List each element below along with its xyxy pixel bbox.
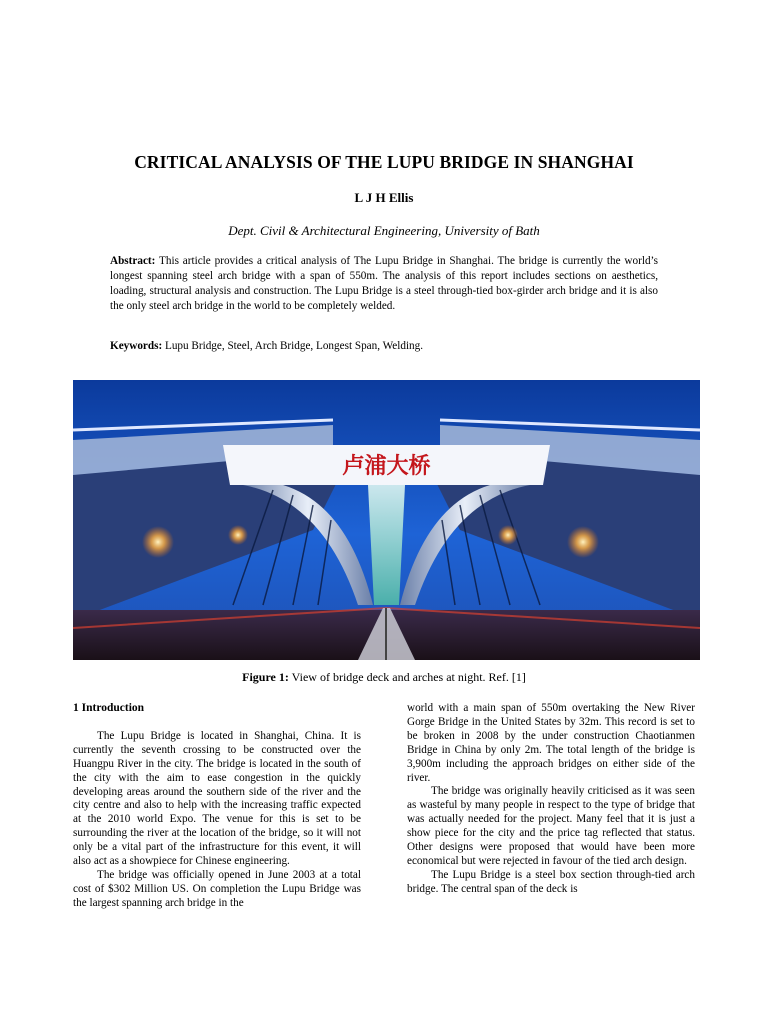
author-name: L J H Ellis <box>354 190 414 205</box>
author-affiliation: Dept. Civil & Architectural Engineering, University of Bath <box>228 223 540 238</box>
left-column <box>73 702 361 911</box>
figure-caption <box>0 670 768 685</box>
paragraph: The Lupu Bridge is a steel box section through-tied arch bridge. The central span of the deck is <box>407 868 695 895</box>
right-column <box>407 702 695 897</box>
keywords-label: Keywords: <box>110 340 163 352</box>
abstract <box>110 254 658 314</box>
paragraph: The bridge was officially opened in June 2003 at a total cost of $302 Million US. On completion the Lupu Bridge was the largest spanning arch bridge in the <box>73 868 361 909</box>
abstract-text: This article provides a critical analysis of The Lupu Bridge in Shanghai. The bridge is currently the world’s longest spanning steel arch bridge with a span of 550m. The analysis of this report includes sections on aesthetics, loading, structural analysis and construction. The Lupu Bridge is a steel through-tied box-girder arch bridge and it is also the only steel arch bridge in the world to be completely welded. <box>110 255 658 312</box>
section-heading-introduction: 1 Introduction <box>73 702 145 714</box>
paragraph: The Lupu Bridge is located in Shanghai, China. It is currently the seventh crossing to be constructed over the Huangpu River in the city. The bridge is located in the south of the city with the aim to ease congestion in the quickly developing areas around the southern side of the river and the city centre and also to help with the increasing traffic expected at the 2010 world Expo. The venue for this is set to be surrounding the river at the location of the bridge, so it will not only be a vital part of the infrastructure for this event, it will also act as a showpiece for Chinese engineering. <box>73 729 361 868</box>
figure-caption-text: View of bridge deck and arches at night. Ref. [1] <box>288 670 526 684</box>
paragraph: The bridge was originally heavily criticised as it was seen as wasteful by many people in respect to the type of bridge that was actually needed for the project. Many feel that it is just a show piece for the city and the price tag reflected that status. Other designs were proposed that would have been more economical but were rejected in favour of the tied arch design. <box>407 785 695 867</box>
bridge-sign-text: 卢浦大桥 <box>342 453 431 479</box>
paragraph: world with a main span of 550m overtaking the New River Gorge Bridge in the United States by 32m. This record is set to be broken in 2008 by the under construction Chaotianmen Bridge in China by only 2m. The total length of the bridge is 3,900m including the approach bridges on either side of the river. <box>407 702 695 784</box>
bridge-night-illustration <box>73 380 700 660</box>
abstract-label: Abstract: <box>110 255 156 267</box>
figure-bridge-photo <box>73 380 700 660</box>
keywords-text: Lupu Bridge, Steel, Arch Bridge, Longest Span, Welding. <box>162 340 424 352</box>
paper-title: CRITICAL ANALYSIS OF THE LUPU BRIDGE IN SHANGHAI <box>134 152 634 172</box>
keywords <box>110 339 658 354</box>
figure-caption-label: Figure 1: <box>242 670 289 684</box>
